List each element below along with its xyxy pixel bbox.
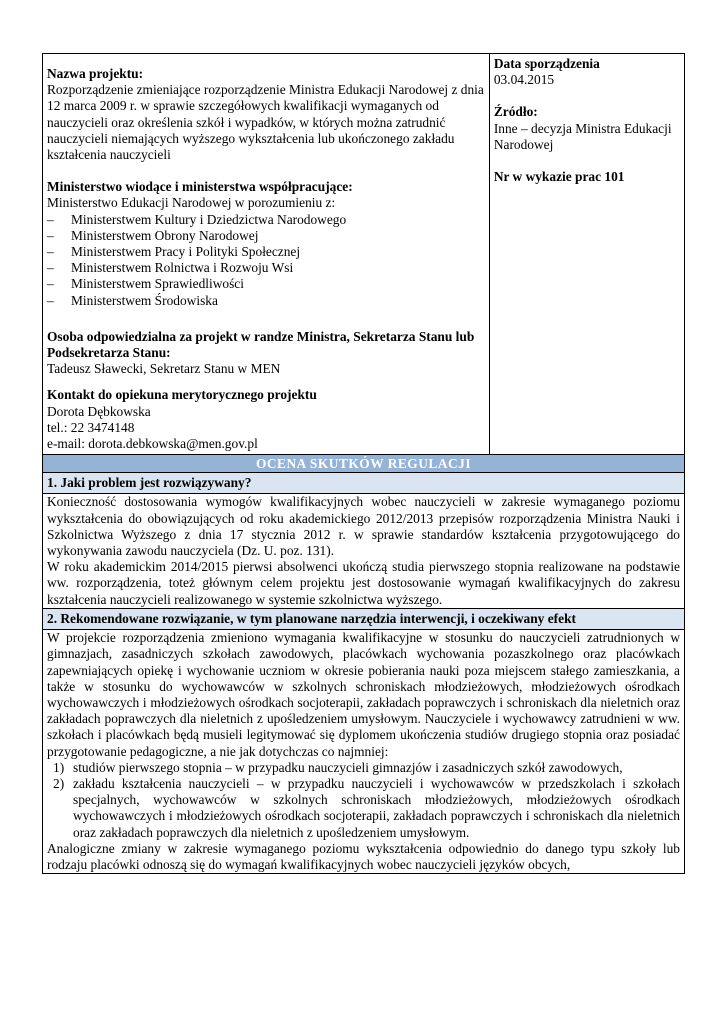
section2-body-row [43, 630, 685, 874]
qualification-list [47, 760, 680, 841]
spacer [47, 377, 485, 387]
ministry-item: – Ministerstwem Rolnictwa i Rozwoju Wsi [47, 260, 485, 276]
ministry-intro: Ministerstwo Edukacji Narodowej w porozumieniu z: [47, 195, 336, 211]
banner-row [43, 455, 685, 473]
section2-paragraph: W projekcie rozporządzenia zmieniono wymagania kwalifikacyjne w stosunku do nauczycieli zatrudnionych w gimnazjach, zasadniczych szkołach zawodowych, placówkach wychowania pozaszkolnego oraz placówkach zapewniających opiekę i wychowanie uczniom w okresie pobierania nauki poza miejscem stałego zamieszkania, a także w stosunku do wychowawców w szkolnych schroniskach młodzieżowych, młodzieżowych ośrodkach wychowawczych i młodzieżowych ośrodkach socjoterapii, zakładach poprawczych i schroniskach dla nieletnich oraz zakładach poprawczych dla nieletnich z upośledzeniem umysłowym. Nauczyciele i wychowawcy zatrudnieni w ww. szkołach i placówkach będą musieli legitymować się dyplomem ukończenia studiów drugiego stopnia oraz posiadać przygotowanie pedagogiczne, a nie jak dotychczas co najmniej: [47, 630, 680, 759]
section2-header-row [43, 608, 685, 629]
list-item-number: 2) [53, 775, 65, 791]
meta-info-cell [489, 54, 684, 455]
spacer [494, 88, 680, 104]
section1-body-row [43, 494, 685, 608]
source-label: Źródło: [493, 104, 538, 120]
section1-paragraph: W roku akademickim 2014/2015 pierwsi absolwenci ukończą studia pierwszego stopnia realizowane na podstawie ww. rozporządzenia, toteż głównym celem projektu jest dostosowanie wymagań kwalifikacyjnych do zakresu kształcenia nauczycieli realizowanego w systemie szkolnictwa wyższego. [47, 559, 680, 607]
section2-paragraph: Analogiczne zmiany w zakresie wymaganego poziomu wykształcenia odpowiednio do danego typu szkoły lub rodzaju placówki odnoszą się do wymagań kwalifikacyjnych wobec nauczycieli języków obcych, [47, 840, 680, 872]
project-name-label: Nazwa projektu: [47, 66, 144, 81]
project-info-cell [43, 54, 490, 455]
contact-phone: tel.: 22 3474148 [47, 419, 135, 435]
list-item [47, 760, 680, 776]
contact-label: Kontakt do opiekuna merytorycznego projektu [47, 387, 317, 403]
work-list-number: Nr w wykazie prac 101 [493, 169, 625, 185]
responsible-label: Osoba odpowiedzialna za projekt w randze Ministra, Sekretarza Stanu lub Podsekretarza Stanu: [47, 328, 475, 361]
source-value: Inne – decyzja Ministra Edukacji Narodowej [493, 120, 672, 152]
section1-body [43, 494, 685, 608]
section1-paragraph: Konieczność dostosowania wymogów kwalifikacyjnych wobec nauczycieli w zakresie wymaganego poziomu wykształcenia do obowiązujących od roku akademickiego 2012/2013 przepisów rozporządzenia Ministra Nauki i Szkolnictwa Wyższego z dnia 17 stycznia 2012 r. w sprawie standardów kształcenia przygotowującego do wykonywania zawodu nauczyciela (Dz. U. poz. 131). [47, 494, 680, 559]
contact-email: e-mail: dorota.debkowska@men.gov.pl [47, 436, 258, 452]
contact-name: Dorota Dębkowska [47, 403, 151, 419]
regulatory-impact-form [42, 53, 685, 874]
project-name-text: Rozporządzenie zmieniające rozporządzenie Ministra Edukacji Narodowej z dnia 12 marca 2009 r. w sprawie szczegółowych kwalifikacji wymaganych od nauczycieli oraz określenia szkół i wypadków, w których można zatrudnić nauczycieli niemających wyższego wykształcenia lub ukończonego zakładu kształcenia nauczycieli [47, 82, 484, 163]
date-value: 03.04.2015 [493, 72, 555, 88]
ministry-item: – Ministerstwem Kultury i Dziedzictwa Narodowego [47, 212, 485, 228]
header-row [43, 54, 685, 455]
section2-title: 2. Rekomendowane rozwiązanie, w tym planowane narzędzia interwencji, i oczekiwany efekt [43, 608, 685, 629]
osr-banner: OCENA SKUTKÓW REGULACJI [43, 455, 685, 473]
ministry-item: – Ministerstwem Obrony Narodowej [47, 228, 485, 244]
ministry-item: – Ministerstwem Sprawiedliwości [47, 276, 485, 292]
list-item [47, 776, 680, 841]
list-item-text: studiów pierwszego stopnia – w przypadku nauczycieli gimnazjów i zasadniczych szkół zawodowych, [73, 759, 623, 775]
section1-title: 1. Jaki problem jest rozwiązywany? [43, 473, 685, 494]
section1-header-row [43, 473, 685, 494]
osr-table [42, 53, 685, 874]
date-label: Data sporządzenia [493, 56, 600, 71]
spacer [47, 309, 485, 329]
ministry-item: – Ministerstwem Środowiska [47, 293, 485, 309]
spacer [494, 153, 680, 169]
list-item-number: 1) [53, 759, 65, 775]
responsible-name: Tadeusz Sławecki, Sekretarz Stanu w MEN [47, 361, 281, 377]
ministry-label: Ministerstwo wiodące i ministerstwa współpracujące: [47, 179, 353, 195]
list-item-text: zakładu kształcenia nauczycieli – w przypadku nauczycieli i wychowawców w przedszkolach i szkołach specjalnych, wychowawców w szkolnych schroniskach młodzieżowych, młodzieżowych ośrodkach wychowawczych i młodzieżowych ośrodkach socjoterapii, zakładach poprawczych i schroniskach dla nieletnich oraz zakładach poprawczych dla nieletnich z upośledzeniem umysłowym. [73, 775, 680, 840]
spacer [47, 163, 485, 179]
ministry-item: – Ministerstwem Pracy i Polityki Społecznej [47, 244, 485, 260]
section2-body [43, 630, 685, 874]
ministry-list [47, 212, 485, 309]
